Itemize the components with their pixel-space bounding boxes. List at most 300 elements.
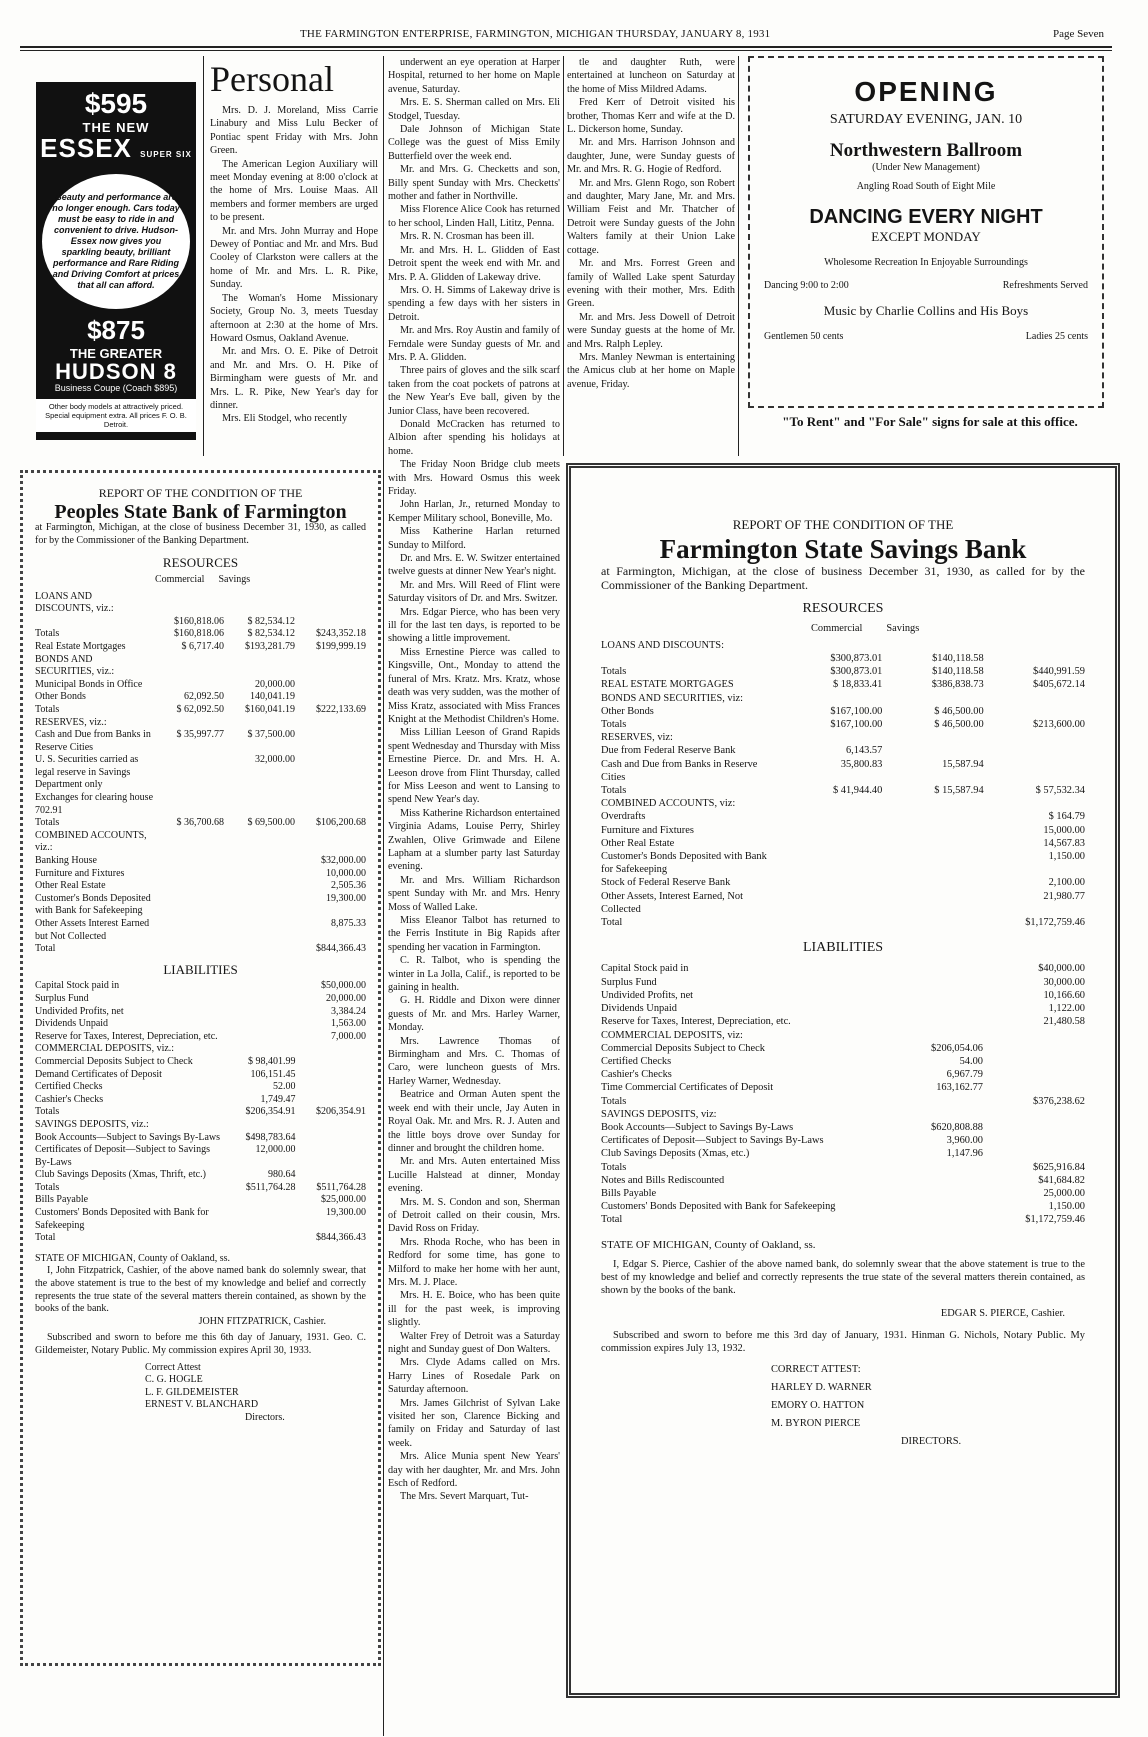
row-value <box>914 876 984 889</box>
report-row <box>35 717 366 730</box>
personal-item: Mrs. Manley Newman is entertaining the Amicus club at her home on Maple avenue, Friday. <box>567 351 735 390</box>
column-rule <box>563 56 564 456</box>
row-label: Other Assets Interest Earned but Not Collected <box>35 918 150 942</box>
report-row <box>601 692 1085 705</box>
venue-name: Northwestern Ballroom <box>829 140 1023 161</box>
row-value: $193,281.79 <box>245 640 295 652</box>
report-row <box>601 1161 1085 1174</box>
row-value <box>913 1174 983 1187</box>
report-row <box>35 1119 366 1132</box>
report-row <box>35 1006 366 1019</box>
row-value <box>162 918 224 943</box>
personal-column-2 <box>388 56 560 1736</box>
row-value: $ 57,532.34 <box>1035 785 1085 797</box>
personal-item: Mr. and Mrs. G. Checketts and son, Billy spent Sunday with Mrs. Checketts' mother and father in Northville. <box>388 164 560 203</box>
row-value: $ 6,717.40 <box>181 640 224 652</box>
row-label: Dividends Unpaid <box>35 1018 109 1030</box>
bank1-oath: I, John Fitzpatrick, Cashier, of the above named bank do solemnly swear, that the above statement is true to the best of my knowledge and belief and correctly represents the true state of the several matters therein contained, as shown by the books of the bank. <box>35 1265 366 1315</box>
personal-item: Miss Eleanor Talbot has returned to the Ferris Institute in Big Rapids after spending her vacation in Farmington. <box>388 915 560 953</box>
row-value: $ 41,944.40 <box>832 785 883 797</box>
row-label: Totals <box>35 703 60 715</box>
row-label: Furniture and Fixtures <box>601 824 694 836</box>
row-value <box>914 797 984 810</box>
row-value: 10,166.60 <box>1043 989 1085 1001</box>
bank2-oath: I, Edgar S. Pierce, Cashier of the above named bank, do solemnly swear that the above statement is true to the best of my knowledge and belief and correctly represents the true state of the several matters therein contained, as shown by the books of the bank. <box>601 1258 1085 1297</box>
report-row <box>601 1081 1085 1094</box>
row-value: 15,587.94 <box>942 758 984 770</box>
row-label: COMMERCIAL DEPOSITS, viz: <box>601 1029 743 1041</box>
report-row <box>35 830 366 855</box>
row-label: U. S. Securities carried as legal reserve in Savings Department only <box>35 754 139 791</box>
bank2-col-headers: Commercial Savings <box>811 622 920 634</box>
row-value <box>812 916 882 929</box>
row-value <box>233 855 295 868</box>
report-row <box>601 1015 1085 1028</box>
personal-item: Miss Ernestine Pierce was called to Kingsville, Ont., Monday to attend the funeral of Mrs. Kratz. Mrs. Kratz, whose death was very sudden, was the mother of Miss Kratz, associated with Miss Frances Knight at the Methodist Children's Home. <box>388 646 560 725</box>
row-label: Exchanges for clearing house 702.91 <box>35 792 154 816</box>
row-value <box>234 1194 296 1207</box>
row-label: COMBINED ACCOUNTS, viz: <box>601 798 736 810</box>
report-row <box>35 679 366 692</box>
essex-price: $595 <box>84 88 148 119</box>
personal-item: G. H. Riddle and Dixon were dinner guests of Mr. and Mrs. Harley Warner, Monday. <box>388 995 560 1034</box>
row-label: Other Assets, Interest Earned, Not Collected <box>601 890 743 915</box>
personal-item: Mr. and Mrs. John Murray and Hope Dewey of Pontiac and Mr. and Mrs. Bud Cooley of Clarkston were callers at the home of Mr. and Mrs. L. R. Pike, Sunday. <box>210 225 378 291</box>
row-value: $140,118.58 <box>932 653 984 665</box>
row-value <box>1015 652 1085 665</box>
opening-date: SATURDAY EVENING, JAN. 10 <box>829 112 1023 127</box>
row-label: Customer's Bonds Deposited with Bank for Safekeeping <box>601 851 767 876</box>
row-value: 106,151.45 <box>250 1068 296 1080</box>
row-label: Due from Federal Reserve Bank <box>601 745 736 757</box>
row-value <box>812 890 882 916</box>
bank2-title: Farmington State Savings Bank <box>659 534 1027 565</box>
row-value: 20,000.00 <box>255 678 295 690</box>
personal-item: Mrs. O. H. Simms of Lakeway drive is spending a few days with her sisters in Detroit. <box>388 284 560 323</box>
row-label: Reserve for Taxes, Interest, Depreciation, etc. <box>601 1016 791 1028</box>
row-label: Total <box>35 943 56 955</box>
row-label: Undivided Profits, net <box>35 1005 124 1017</box>
bank1-title: Peoples State Bank of Farmington <box>54 500 347 523</box>
report-row <box>601 744 1085 757</box>
row-value <box>913 1029 983 1042</box>
row-value: 12,000.00 <box>255 1144 296 1156</box>
row-value <box>913 1095 983 1108</box>
row-value: 1,749.47 <box>260 1093 296 1105</box>
row-value: $50,000.00 <box>321 980 366 992</box>
row-value <box>1015 731 1085 744</box>
row-label: Overdrafts <box>601 811 646 823</box>
ad-fine-print: Other body models at attractively priced. Special equipment extra. All prices F. O. B. Detroit. <box>36 399 196 432</box>
music-line: Music by Charlie Collins and His Boys <box>823 303 1029 318</box>
report-row <box>601 639 1085 652</box>
row-value: $405,672.14 <box>1033 679 1085 691</box>
row-value <box>812 797 882 810</box>
row-value: $25,000.00 <box>321 1194 366 1206</box>
row-label: LOANS AND DISCOUNTS, viz.: <box>35 590 114 615</box>
row-value: 52.00 <box>273 1081 296 1093</box>
row-value <box>995 1068 1085 1081</box>
row-value <box>812 731 882 744</box>
personal-item: Mrs. E. S. Sherman called on Mrs. Eli Stodgel, Tuesday. <box>388 97 560 122</box>
personal-item: Donald McCracken has returned to Albion after spending his holidays at home. <box>388 418 560 457</box>
report-row <box>601 1121 1085 1134</box>
row-value: $167,100.00 <box>830 719 883 731</box>
row-label: Capital Stock paid in <box>35 980 120 992</box>
top-rule-thin <box>20 50 1112 51</box>
personal-item: Walter Frey of Detroit was a Saturday night and Sunday guest of Don Walters. <box>388 1330 560 1355</box>
personal-item: Dale Johnson of Michigan State College was the guest of Miss Emily Butterfield over the week end. <box>388 124 560 162</box>
row-label <box>35 616 153 629</box>
report-row <box>601 1055 1085 1068</box>
row-value: $222,133.69 <box>316 703 366 715</box>
report-row <box>35 628 366 641</box>
report-row <box>601 1108 1085 1121</box>
signs-notice: "To Rent" and "For Sale" signs for sale at this office. <box>782 414 1078 429</box>
row-value: $ 18,833.41 <box>832 679 883 691</box>
row-value <box>233 591 295 616</box>
row-value: $1,172,759.46 <box>1025 1214 1085 1226</box>
bank1-attest: Correct Attest C. G. HOGLE L. F. GILDEMEISTER ERNEST V. BLANCHARD Directors. <box>145 1361 285 1423</box>
row-value: 25,000.00 <box>1043 1187 1085 1199</box>
row-value <box>812 850 882 876</box>
row-label: Commercial Deposits Subject to Check <box>601 1042 765 1054</box>
row-value <box>233 868 295 881</box>
personal-item: Mrs. Rhoda Roche, who has been in Redford for some time, has gone to Milford to make her home with her aunt, Mrs. M. J. Place. <box>388 1236 560 1288</box>
row-value <box>234 1232 296 1245</box>
masthead <box>0 24 1148 46</box>
bank2-state: STATE OF MICHIGAN, County of Oakland, ss. <box>601 1238 816 1251</box>
row-value <box>304 830 366 855</box>
bank2-resources-table <box>601 639 1085 929</box>
report-row <box>601 797 1085 810</box>
row-value <box>304 1056 366 1069</box>
row-value: $ 35,997.77 <box>176 729 224 741</box>
row-label: COMBINED ACCOUNTS, viz.: <box>35 829 147 854</box>
personal-item: Mr. and Mrs. O. E. Pike of Detroit and Mr. and Mrs. O. H. Pike of Birmingham were guests of Mr. and Mrs. L. R. Pike, New Year's day for dinner. <box>210 346 378 411</box>
row-value: 15,000.00 <box>1043 824 1085 836</box>
bank2-liabilities: LIABILITIES <box>802 940 884 956</box>
report-row <box>601 962 1085 975</box>
bank2-sworn: Subscribed and sworn to before me this 3rd day of January, 1931. Hinman G. Nichols, Notary Public. My commission expires July 13, 1932. <box>601 1329 1085 1354</box>
page-number: Page Seven <box>1052 28 1104 40</box>
report-row <box>601 850 1085 876</box>
row-value: 980.64 <box>268 1169 296 1181</box>
report-row <box>35 1081 366 1094</box>
dancing-line: DANCING EVERY NIGHT <box>809 206 1043 228</box>
report-row <box>35 1031 366 1044</box>
report-row <box>601 1068 1085 1081</box>
bank1-signer: JOHN FITZPATRICK, Cashier. <box>198 1315 326 1327</box>
bank2-intro: at Farmington, Michigan, at the close of business December 31, 1930, as called for by the Commissioner of the Banking Department. <box>601 564 1085 593</box>
hudson-line: THE GREATER <box>69 346 163 361</box>
venue-location: Angling Road South of Eight Mile <box>856 181 996 192</box>
row-value: $40,000.00 <box>1038 963 1085 975</box>
personal-item: The Mrs. Severt Marquart, Tut- <box>400 1491 529 1503</box>
row-value <box>304 591 366 616</box>
row-label: RESERVES, viz: <box>601 732 673 744</box>
row-value <box>914 692 984 705</box>
report-row <box>601 1042 1085 1055</box>
row-value <box>162 754 224 792</box>
row-value <box>233 830 295 855</box>
row-value <box>995 1134 1085 1147</box>
row-value <box>913 1015 983 1028</box>
column-rule <box>203 56 204 456</box>
report-row <box>601 1213 1085 1226</box>
row-value: 6,143.57 <box>845 745 883 757</box>
row-value <box>233 717 295 730</box>
row-value <box>233 893 295 918</box>
report-row <box>601 678 1085 691</box>
row-label: Surplus Fund <box>601 976 657 988</box>
row-label: Totals <box>35 1106 60 1118</box>
row-value: $140,118.58 <box>932 666 984 678</box>
report-row <box>35 754 366 792</box>
bank1-state: STATE OF MICHIGAN, County of Oakland, ss. <box>35 1252 231 1264</box>
personal-item: Miss Katherine Harlan returned Sunday to Milford. <box>388 526 560 551</box>
row-value <box>304 729 366 754</box>
row-value <box>914 731 984 744</box>
row-value <box>162 893 224 918</box>
report-row <box>35 704 366 717</box>
personal-item: Mrs. Alice Munia spent New Years' day with her daughter, Mr. and Mrs. John Esch of Redford. <box>388 1451 560 1490</box>
row-value <box>304 691 366 704</box>
row-value <box>304 1132 366 1145</box>
row-value <box>162 880 224 893</box>
report-row <box>35 792 366 817</box>
row-value <box>913 1108 983 1121</box>
personal-item: Mr. and Mrs. Glenn Rogo, son Robert and daughter, Mary Jane, Mr. and Mrs. William Feist and Mr. Thatcher of Detroit were Sunday guests of the John Walters family at their Union Lake cottage. <box>567 177 735 256</box>
report-row <box>35 1106 366 1119</box>
row-label: Cash and Due from Banks in Reserve Cities <box>601 758 758 783</box>
bank2-signer: EDGAR S. PIERCE, Cashier. <box>940 1308 1065 1320</box>
row-value: $ 37,500.00 <box>247 729 295 741</box>
row-value <box>304 679 366 692</box>
row-label: Customers' Bonds Deposited with Bank for Safekeeping <box>35 1207 209 1231</box>
row-value: $376,238.62 <box>1033 1095 1085 1107</box>
row-label: SAVINGS DEPOSITS, viz: <box>601 1108 717 1120</box>
bank2-resources: RESOURCES <box>802 601 884 617</box>
personal-item: Mr. and Mrs. Auten entertained Miss Lucille Halstead at dinner, Monday evening. <box>388 1156 560 1195</box>
report-row <box>35 868 366 881</box>
row-value: 2,505.36 <box>331 880 366 892</box>
row-label: RESERVES, viz.: <box>35 716 107 728</box>
essex-logo: ESSEX SUPER SIX <box>40 133 192 163</box>
venue-mgmt: (Under New Management) <box>872 162 980 173</box>
report-row <box>35 1232 366 1245</box>
row-label: Commercial Deposits Subject to Check <box>35 1055 193 1067</box>
bank1-title-line: REPORT OF THE CONDITION OF THE <box>98 486 303 500</box>
report-row <box>601 1134 1085 1147</box>
report-row <box>601 1095 1085 1108</box>
row-value: $ 62,092.50 <box>176 703 224 715</box>
report-row <box>35 729 366 754</box>
recreation-line: Wholesome Recreation In Enjoyable Surroundings <box>824 257 1028 268</box>
row-label: Real Estate Mortgages <box>35 640 126 652</box>
row-value: 54.00 <box>959 1055 983 1067</box>
masthead-title: THE FARMINGTON ENTERPRISE, FARMINGTON, MICHIGAN THURSDAY, JANUARY 8, 1931 <box>300 28 771 40</box>
row-label: Stock of Federal Reserve Bank <box>601 877 731 889</box>
row-label: Other Bonds <box>35 691 86 703</box>
row-label: REAL ESTATE MORTGAGES <box>601 679 734 691</box>
report-row <box>35 616 366 629</box>
row-value <box>913 1187 983 1200</box>
row-value <box>233 654 295 679</box>
row-value <box>1015 797 1085 810</box>
report-row <box>35 1182 366 1195</box>
row-value <box>162 792 224 817</box>
row-value: 32,000.00 <box>255 754 295 766</box>
row-value: $ 69,500.00 <box>247 817 295 829</box>
row-value: $625,916.84 <box>1033 1161 1085 1173</box>
row-value <box>914 850 984 876</box>
row-label: LOANS AND DISCOUNTS: <box>601 639 724 651</box>
hours-row: Dancing 9:00 to 2:00 Refreshments Served <box>764 280 1088 291</box>
row-value: $160,818.06 <box>174 615 224 627</box>
row-label: Surplus Fund <box>35 992 89 1004</box>
bank2-liabilities-table <box>601 962 1085 1226</box>
row-value <box>162 717 224 730</box>
personal-item: Mrs. Lawrence Thomas of Birmingham and Mrs. C. Thomas of Caro, were luncheon guests of Mrs. Harley Warner, Wednesday. <box>388 1035 560 1087</box>
personal-item: Three pairs of gloves and the silk scarf taken from the coat pockets of patrons at the New Year's Eve ball, given by the Junior Class, have been recovered. <box>388 365 560 417</box>
row-value: 62,092.50 <box>184 691 224 703</box>
row-label: Dividends Unpaid <box>601 1003 677 1015</box>
bank2-attest: CORRECT ATTEST: HARLEY D. WARNER EMORY O. HATTON M. BYRON PIERCE DIRECTORS. <box>771 1363 962 1447</box>
personal-item: The Woman's Home Missionary Society, Group No. 3, meets Tuesday afternoon at 2:30 at the home of Mrs. Howard Osmus, Oakland Avenue. <box>210 292 378 344</box>
row-value: $160,041.19 <box>245 703 295 715</box>
row-value <box>162 830 224 855</box>
row-label: Total <box>601 917 623 929</box>
row-label: Totals <box>601 666 627 678</box>
row-value: $ 46,500.00 <box>934 719 984 731</box>
report-row <box>35 993 366 1006</box>
report-row <box>35 641 366 654</box>
row-value <box>304 1144 366 1169</box>
bank1-resources: RESOURCES <box>162 555 239 571</box>
column-rule <box>383 56 384 1736</box>
price-row: Gentlemen 50 cents Ladies 25 cents <box>764 331 1088 342</box>
personal-item: Dr. and Mrs. E. W. Switzer entertained twelve guests at dinner New Year's night. <box>388 553 560 578</box>
peoples-bank-report <box>20 470 381 1666</box>
row-value <box>914 744 984 757</box>
row-value: 1,147.96 <box>946 1148 983 1160</box>
bank2-title-line: REPORT OF THE CONDITION OF THE <box>732 517 954 532</box>
opening-title: OPENING <box>854 76 998 107</box>
row-label: BONDS AND SECURITIES, viz.: <box>35 653 115 678</box>
row-value: $206,054.06 <box>931 1042 983 1054</box>
row-value: 1,150.00 <box>1048 1201 1085 1213</box>
row-value <box>995 1121 1085 1134</box>
row-value: $1,172,759.46 <box>1025 917 1085 929</box>
report-row <box>601 916 1085 929</box>
row-value: $206,354.91 <box>245 1106 296 1118</box>
row-value <box>304 616 366 629</box>
row-value <box>913 989 983 1002</box>
row-value: $ 98,401.99 <box>248 1055 296 1067</box>
row-value <box>1015 705 1085 718</box>
bank1-resources-table <box>35 591 366 956</box>
personal-item: Miss Florence Alice Cook has returned to her school, Linden Hall, Lititz, Penna. <box>388 204 560 229</box>
personal-item: Mrs. R. N. Crosman has been ill. <box>400 231 535 243</box>
row-label: COMMERCIAL DEPOSITS, viz.: <box>35 1043 175 1055</box>
report-row <box>35 1069 366 1082</box>
hudson-price: $875 <box>87 315 145 345</box>
row-value <box>914 890 984 916</box>
report-row <box>35 817 366 830</box>
bank1-liabilities-table <box>35 980 366 1244</box>
row-value: $32,000.00 <box>321 855 366 867</box>
row-value: $ 46,500.00 <box>934 705 984 717</box>
row-value: $498,783.64 <box>245 1131 296 1143</box>
row-value: 3,960.00 <box>946 1135 983 1147</box>
personal-item: Mrs. M. S. Condon and son, Sherman of Detroit called on their cousin, Mrs. David Ross on Friday. <box>388 1196 560 1235</box>
row-value <box>233 918 295 943</box>
row-value <box>1015 744 1085 757</box>
report-row <box>35 1043 366 1056</box>
row-value <box>995 1055 1085 1068</box>
row-label: Totals <box>35 628 60 640</box>
personal-item: The American Legion Auxiliary will meet Monday evening at 8:00 o'clock at the home of Mrs. Louise Maas. All members and former members are urged to be present. <box>210 158 378 224</box>
row-value: $511,764.28 <box>316 1181 366 1193</box>
report-row <box>35 855 366 868</box>
row-value: $213,600.00 <box>1033 719 1085 731</box>
row-value: 35,800.83 <box>840 758 883 770</box>
row-value: $844,366.43 <box>316 943 366 955</box>
row-value <box>913 1002 983 1015</box>
row-value <box>995 1081 1085 1094</box>
row-value <box>913 976 983 989</box>
report-row <box>601 810 1085 823</box>
bank1-sworn: Subscribed and sworn to before me this 6th day of January, 1931. Geo. C. Gildemeister, Notary Public. My commission expires April 30, 1933. <box>35 1332 366 1356</box>
row-value <box>304 1043 366 1056</box>
row-value: $ 82,534.12 <box>247 615 295 627</box>
report-row <box>35 1194 366 1207</box>
row-label: Total <box>35 1232 56 1244</box>
report-row <box>35 1018 366 1031</box>
row-label: SAVINGS DEPOSITS, viz.: <box>35 1118 149 1130</box>
row-value <box>162 591 224 616</box>
personal-item: Mr. and Mrs. H. L. Glidden of East Detroit spent the week end with Mr. and Mrs. P. A. Glidden of Lakeway drive. <box>388 244 560 283</box>
row-value <box>1015 692 1085 705</box>
row-value: 140,041.19 <box>250 691 295 703</box>
personal-item: underwent an eye operation at Harper Hospital, returned to her home on Maple avenue, Saturday. <box>388 57 560 95</box>
report-row <box>601 989 1085 1002</box>
row-value <box>914 824 984 837</box>
row-label: Book Accounts—Subject to Savings By-Laws <box>35 1131 220 1143</box>
row-label: Bills Payable <box>35 1194 89 1206</box>
row-value <box>913 1161 983 1174</box>
row-value: 8,875.33 <box>331 918 366 929</box>
row-label: Customer's Bonds Deposited with Bank for Safekeeping <box>35 892 151 917</box>
row-label: Customers' Bonds Deposited with Bank for Safekeeping <box>601 1201 836 1213</box>
report-row <box>35 918 366 943</box>
report-row <box>601 1187 1085 1200</box>
row-label: Other Real Estate <box>601 837 675 849</box>
report-row <box>601 837 1085 850</box>
row-label: Club Savings Deposits (Xmas, Thrift, etc.) <box>35 1169 206 1181</box>
personal-item: Miss Katherine Richardson entertained Virginia Adams, Louise Perry, Shirley Zwahlen, Olive Grimwade and Eilene Lapham at a slumber party last Saturday evening. <box>388 807 560 873</box>
row-label: Certificates of Deposit—Subject to Savings By-Laws <box>601 1135 824 1147</box>
row-value <box>913 962 983 975</box>
row-label: Club Savings Deposits (Xmas, etc.) <box>601 1148 750 1160</box>
row-value: $620,808.88 <box>931 1121 983 1133</box>
bank1-col-headers: Commercial Savings <box>155 573 251 585</box>
row-label: Totals <box>35 1181 60 1193</box>
row-label: Capital Stock paid in <box>601 963 689 975</box>
row-label: Furniture and Fixtures <box>35 867 125 879</box>
ballroom-ad <box>748 56 1104 408</box>
